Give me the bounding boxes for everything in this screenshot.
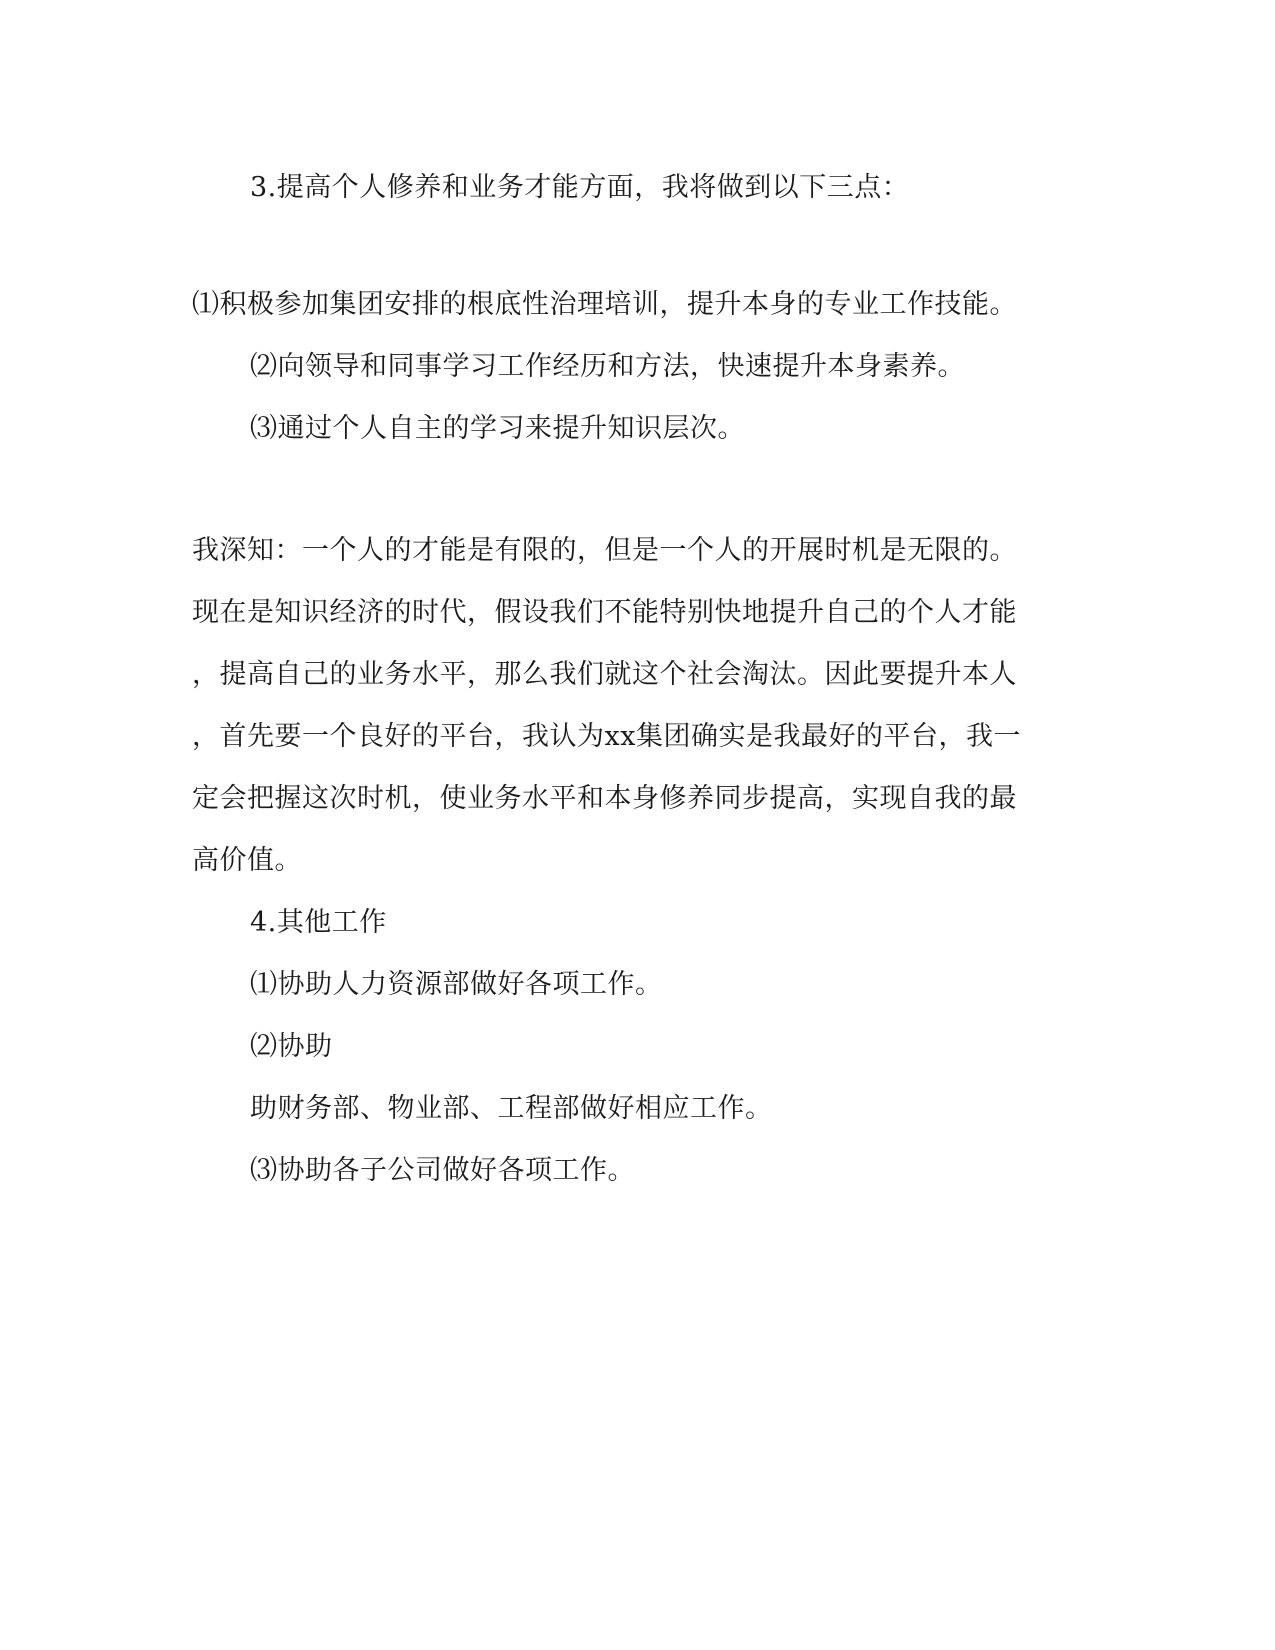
paragraph-line: 我深知：一个人的才能是有限的，但是一个人的开展时机是无限的。 (192, 535, 1017, 566)
paragraph-line: 高价值。 (192, 845, 302, 876)
section-4-item-2: ⑵协助 (250, 1031, 333, 1062)
paragraph-line: 定会把握这次时机，使业务水平和本身修养同步提高，实现自我的最 (192, 783, 1017, 814)
paragraph-line: 现在是知识经济的时代，假设我们不能特别快地提升自己的个人才能 (192, 597, 1017, 628)
section-3-item-2: ⑵向领导和同事学习工作经历和方法，快速提升本身素养。 (250, 351, 965, 382)
paragraph-line: ，提高自己的业务水平，那么我们就这个社会淘汰。因此要提升本人 (192, 659, 1017, 690)
section-4-item-2-continued: 助财务部、物业部、工程部做好相应工作。 (250, 1093, 773, 1124)
section-4-item-1: ⑴协助人力资源部做好各项工作。 (250, 969, 663, 1000)
paragraph-line: ，首先要一个良好的平台，我认为xx集团确实是我最好的平台，我一 (192, 721, 1021, 752)
section-3-item-3: ⑶通过个人自主的学习来提升知识层次。 (250, 413, 745, 444)
section-4-heading: 4.其他工作 (250, 907, 387, 938)
section-3-heading: 3.提高个人修养和业务才能方面，我将做到以下三点： (250, 172, 910, 203)
section-3-item-1: ⑴积极参加集团安排的根底性治理培训，提升本身的专业工作技能。 (192, 289, 1017, 320)
section-4-item-3: ⑶协助各子公司做好各项工作。 (250, 1155, 635, 1186)
